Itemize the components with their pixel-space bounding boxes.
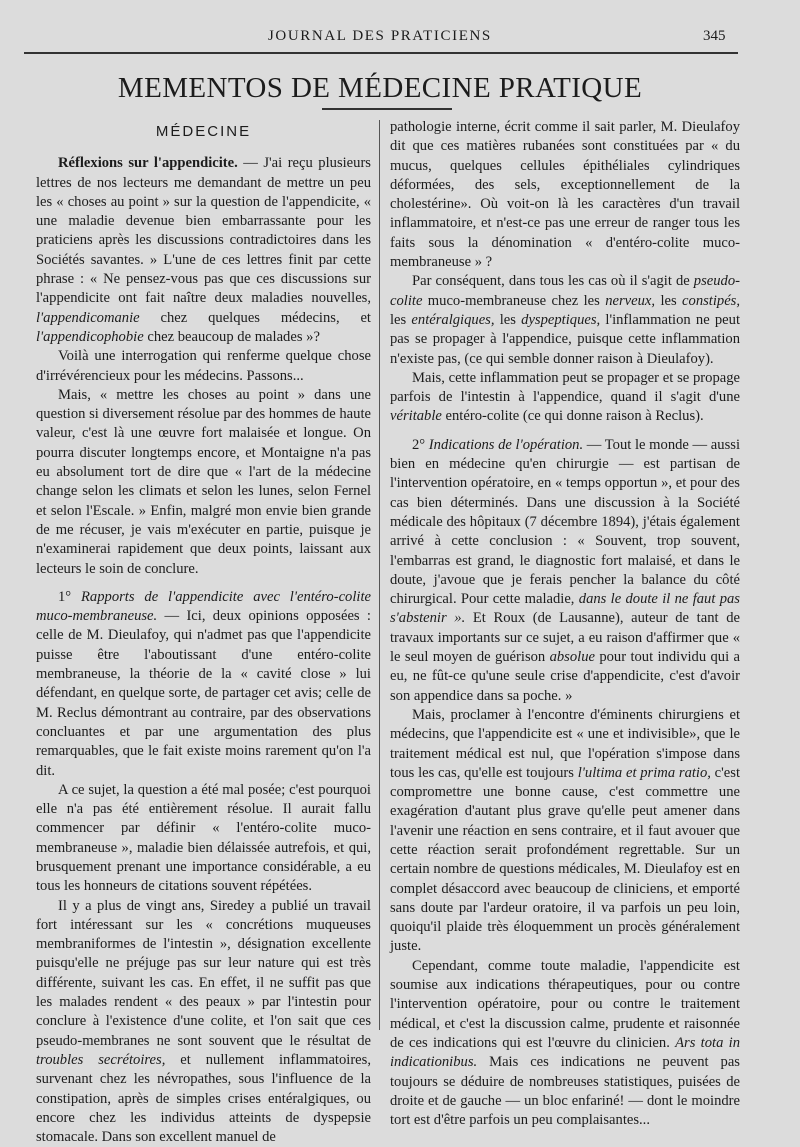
italic-term: Ars tota in indicationibus. (390, 1034, 740, 1071)
paragraph-text: Par conséquent, dans tous les cas où il s'agit de (412, 273, 694, 290)
paragraph-text: chez beaucoup de malades »? (143, 328, 320, 345)
italic-subheading: Rapports de l'appendicite avec l'entéro-colite muco-membraneuse. (36, 588, 371, 625)
paragraph-text: Et Roux (de Lausanne), auteur de tant de travaux importants sur ce sujet, a eu raison d'affirmer que « le seul moyen de guérison (390, 610, 740, 666)
left-column (36, 118, 371, 1147)
paragraph-indications (390, 436, 740, 706)
paragraph-text: — Ici, deux opinions opposées : celle de M. Dieulafoy, qui n'admet pas que l'appendicite puisse être l'aboutissant d'une entéro-colite membraneuse, la théorie de la « cavité close » lui défendant, en quelque sorte, de partager cet avis; celle de M. Reclus démontrant au contraire, par des observations concluantes et par une argumentation des plus remarquables, que le fait existe moins rarement qu'on l'a dit. (36, 608, 371, 779)
paragraph-text: muco-membraneuse chez les (422, 292, 606, 309)
italic-term: absolue (549, 649, 595, 666)
italic-term: l'appendicomanie (36, 309, 140, 326)
header-rule (24, 52, 738, 54)
paragraph-text: les (494, 311, 522, 328)
paragraph-text: Il y a plus de vingt ans, Siredey a publié un travail fort intéressant sur les « concrétions muqueuses membraniformes de l'intestin », désignation excellente puisqu'elle ne préjuge pas sur leur nature qui est très différente, suivant les cas. En effet, il ne suffit pas que les malades rendent « des peaux » par l'intestin pour conclure à l'existence d'une colite, et l'on sait que ces pseudo-membranes ne sont souvent que le résultat de (36, 897, 371, 1049)
italic-term: dyspeptiques, (521, 311, 601, 328)
italic-term: véritable (390, 408, 442, 425)
column-divider (379, 120, 380, 1030)
running-head (0, 24, 800, 48)
paragraph-text: — J'ai reçu plusieurs lettres de nos lecteurs me demandant de mettre un peu les « choses au point » sur la question de l'appendicite, « une maladie devenue bien embarrassante pour les praticiens après les discussions contradictoires dans les Sociétés savantes. » L'une de ces lettres finit par cette phrase : « Ne pensez-vous pas que ces discussions sur l'appendicite ont fait naître deux maladies nouvelles, (36, 155, 371, 307)
paragraph-cependant (390, 957, 740, 1131)
paragraph-text: Mais, proclamer à l'encontre d'éminents chirurgiens et médecins, que l'appendicite est « une et indivisible», que le traitement médical est nul, que l'opération s'impose dans tous les cas, qu'elle est toujours (390, 706, 740, 781)
right-column (390, 118, 740, 1130)
italic-term: l'ultima et prima ratio, (577, 764, 711, 781)
paragraph-lead: Réflexions sur l'appendicite. (58, 155, 238, 172)
paragraph-siredey (36, 897, 371, 1147)
italic-term: nerveux, (605, 292, 656, 309)
paragraph-dieulafoy: pathologie interne, écrit comme il sait parler, M. Dieulafoy dit que ces matières rubanées sont constituées par « du mucus, quelques cellules épithéliales cylindriques déformées, des sels, exceptionnellement de la cholestérine». Où voit-on là les caractères d'un travail inflammatoire, et n'est-ce pas une erreur de ranger tous les faits sous la dénomination « d'entéro-colite muco-membraneuse » ? (390, 119, 740, 271)
paragraph-text: et nullement inflammatoires, survenant chez les névropathes, sous l'influence de la constipation, après de simples crises entéralgiques, ou encore chez les individus atteints de dyspepsie stomacale. Dans son excellent manuel de (36, 1051, 371, 1146)
italic-term: pseudo-colite (390, 273, 740, 309)
section-number: 2° (412, 436, 426, 453)
paragraph-text: c'est compromettre une bonne cause, c'est commettre une exagération d'autant plus grave qu'elle peut amener dans l'avenir une réaction en sens contraire, et il faut avouer que cette réaction serait profondément regrettable. Sur un certain nombre de questions médicales, M. Dieulafoy est en complet désaccord avec beaucoup de cliniciens, et emporté sans doute par l'ardeur oratoire, il va parfois un peu loin, quoiqu'il plaide très éloquemment un procès généralement juste. (390, 764, 741, 955)
paragraph-text: chez quelques médecins, et (139, 309, 371, 326)
page-number: 345 (703, 28, 726, 44)
main-title: MEMENTOS DE MÉDECINE PRATIQUE (117, 72, 643, 104)
italic-term: troubles secrétoires, (36, 1051, 166, 1068)
title-ornament (322, 108, 452, 110)
paragraph-text: l'inflammation ne peut pas se propager à l'appendice, puisque cette inflammation n'existe pas, (ce qui semble donner raison à Dieulafoy). (390, 311, 740, 367)
paragraph-reclus (390, 369, 740, 427)
paragraph-text: — Tout le monde — aussi bien en médecine qu'en chirurgie — est partisan de l'intervention opératoire, en « temps opportun », et pour des cas bien déterminés. Dans une discussion à la Société médicale des hôpitaux (7 décembre 1894), j'étais également arrivé à cette conclusion : « Souvent, trop souvent, l'embarras est grand, le diagnostic fort malaisé, et dans le doute, j'avoue que je ferais pencher la balance du côté chirurgical. Pour cette maladie, (390, 436, 740, 608)
paragraph-consequence (390, 272, 740, 368)
paragraph-text: pour tout individu qui a eu, ne fût-ce qu'une seule crise d'appendicite, c'est d'avoir son appendice dans sa poche. » (390, 649, 740, 704)
paragraph-interrogation: Voilà une interrogation qui renferme quelque chose d'irrévérencieux pour les médecins. Passons... (36, 348, 371, 384)
paragraph-intro (36, 154, 371, 347)
paragraph-text: Mais, cette inflammation peut se propager et se propage parfois de l'intestin à l'appendice, quand il s'agit d'une (390, 369, 740, 406)
italic-term: entéralgiques, (411, 311, 495, 328)
running-title: JOURNAL DES PRATICIENS (268, 28, 492, 44)
paragraph-question: A ce sujet, la question a été mal posée; c'est pourquoi elle n'a pas été entièrement résolue. Il aurait fallu commencer par définir « l'entéro-colite muco-membraneuse », maladie bien délaissée autrefois, et qui, brusquement prenant une importance considérable, a eu tous les honneurs de citations souvent répétées. (36, 781, 371, 895)
section-number: 1° (58, 588, 72, 605)
paragraph-text: entéro-colite (ce qui donne raison à Reclus). (441, 408, 704, 425)
paragraph-proclamer (390, 706, 740, 957)
paragraph-text: Cependant, comme toute maladie, l'appendicite est soumise aux indications thérapeutiques, pour ou contre l'intervention opératoire, pour ou contre le traitement médical, et c'est la discussion calme, prudente et raisonnée de ces indications qui est l'œuvre du clinicien. (390, 957, 740, 1051)
paragraph-text: les (390, 311, 412, 328)
italic-subheading: Indications de l'opération. (425, 436, 584, 453)
paragraph-text: les (655, 292, 683, 309)
italic-term: constipés, (682, 292, 741, 309)
italic-term: dans le doute il ne faut pas s'abstenir ». (390, 591, 740, 627)
paragraph-montaigne: Mais, « mettre les choses au point » dans une question si diversement résolue par des hommes de haute valeur, c'est là une œuvre fort malaisée et longue. On pourra discuter longtemps encore, et Montaigne n'a pas eu absolument tort de dire que « l'art de la médecine change selon les climats et selon les lunes, selon Fernel et selon l'Escale. » Enfin, malgré mon envie bien grande de me récuser, je vais m'exécuter en partie, puisque je n'examinerai rapidement que deux points, laissant aux lecteurs le soin de conclure. (36, 386, 371, 577)
paragraph-rapports (36, 588, 371, 781)
paragraph-text: Mais ces indications ne peuvent pas toujours se déduire de nombreuses statistiques, puisées de droite et de gauche — un bloc enfariné! — dont le moindre tort est d'être parfois un peu complaisantes... (390, 1054, 740, 1129)
section-heading: MÉDECINE (155, 123, 252, 140)
italic-term: l'appendicophobie (36, 328, 144, 345)
